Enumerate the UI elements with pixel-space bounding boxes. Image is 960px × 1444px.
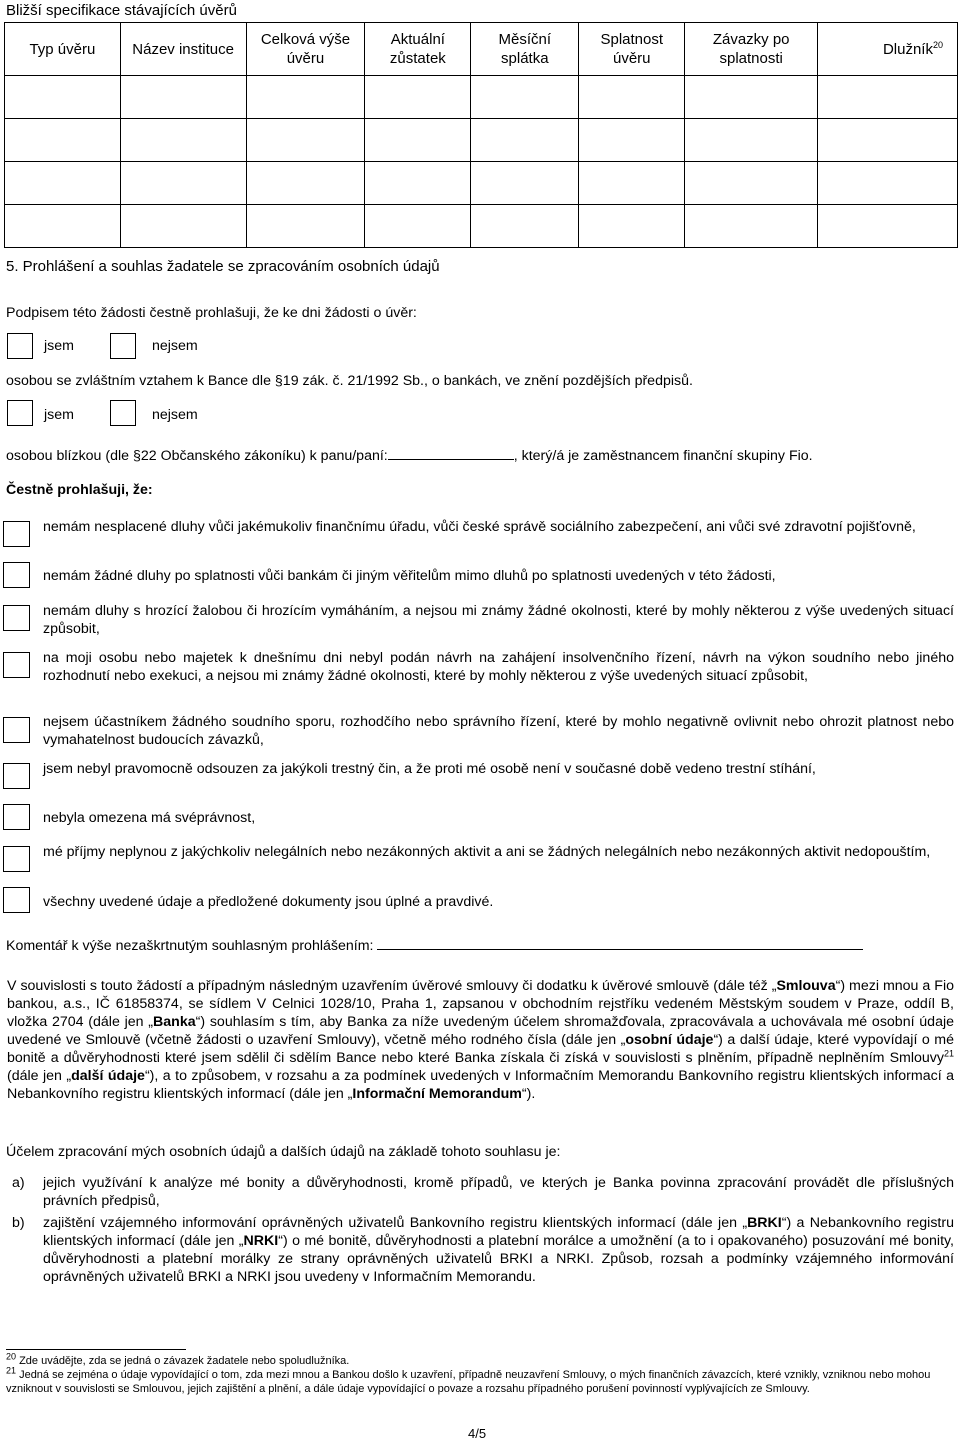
term-smlouva: Smlouva [776,978,836,994]
consent-text-5: (dále jen „ [7,1068,72,1084]
special-relation-jsem-label: jsem [44,338,74,354]
term-osobni-udaje: osobní údaje [625,1032,714,1048]
consent-text-7: “). [521,1086,536,1102]
close-person-jsem-label: jsem [44,407,74,423]
col-institution: Název instituce [120,23,246,76]
footnote-21-text: Jedná se zejména o údaje vypovídající o tom, zda mezi mnou a Bankou došlo k uzavření, případně neuzavření Smlouvy, o mých finančních závazcích, které vznikly, vzniknou nebo mohou vzniknout v souvislosti se Smlouvou, jejich zajištění a plnění, a dále údaje vypovídající o povaze a rozsahu případného porušení povinností vyplývajících ze Smlouvy. [6,1369,931,1395]
close-person-text [6,445,813,464]
item-b-text-3: “) o mé bonitě, důvěryhodnosti a platební morálce a umožnění (a to i opakovaného) posuzování mé bonity, důvěryhodnosti a platební morálky ze strany oprávněných uživatelů BRKI a NRKI. Způsob, rozsah a podmínky vzájemného informování oprávněných uživatelů BRKI a NRKI jsou uvedeny v Informačním Memorandu. [43,1233,954,1285]
term-nrki: NRKI [243,1233,279,1249]
section5-heading: 5. Prohlášení a souhlas žadatele se zpracováním osobních údajů [6,258,440,275]
footnote-21-number: 21 [6,1365,17,1376]
declaration-7: nebyla omezena má svéprávnost, [43,810,256,826]
close-person-text-b: , který/á je zaměstnancem finanční skupiny Fio. [513,448,813,464]
declaration-checkbox-3[interactable] [3,605,30,631]
footnote-20-number: 20 [6,1351,17,1362]
close-person-jsem-checkbox[interactable] [7,400,33,426]
col-debtor [818,23,958,76]
declaration-checkbox-5[interactable] [3,717,30,743]
section5-intro: Podpisem této žádosti čestně prohlašuji, že ke dni žádosti o úvěr: [6,305,417,321]
item-b-text-1: zajištění vzájemného informování oprávněných uživatelů Bankovního registru klientských informací (dále jen „ [43,1215,748,1231]
comment-label: Komentář k výše nezaškrtnutým souhlasným prohlášením: [6,938,374,954]
declaration-checkbox-2[interactable] [3,562,30,588]
declaration-1: nemám nesplacené dluhy vůči jakémukoliv finančnímu úřadu, vůči české správě sociálního zabezpečení, ani vůči své zdravotní pojišťovně, [43,519,916,535]
footnote-separator [6,1349,186,1350]
table-row [5,162,958,205]
declaration-checkbox-1[interactable] [3,521,30,547]
special-relation-nejsem-checkbox[interactable] [110,333,136,359]
footnote-20 [6,1351,954,1369]
col-monthly-payment: Měsíční splátka [471,23,579,76]
special-relation-nejsem-label: nejsem [152,338,198,354]
table-row [5,205,958,248]
existing-loans-table [4,22,958,248]
col-overdue: Závazky po splatnosti [685,23,818,76]
item-b-text [43,1214,954,1286]
item-b-text-2: “) a Nebankovního registru klientských informací (dále jen „ [43,1215,954,1249]
consent-text-2: “) mezi mnou a Fio bankou, a.s., IČ 61858374, se sídlem V Celnici 1028/10, Praha 1, zapsanou v obchodním rejstříku vedeném Městským soudem v Praze, oddíl B, vložka 2704 (dále jen „ [7,978,954,1030]
declaration-checkbox-9[interactable] [3,887,30,913]
term-brki: BRKI [747,1215,782,1231]
comment-row [6,935,863,954]
table-row [5,76,958,119]
declaration-9: všechny uvedené údaje a předložené dokumenty jsou úplné a pravdivé. [43,894,494,910]
consent-text-4: “) a další údaje, které vypovídají o mé bonitě a důvěryhodnosti které jsem sdělil či sdělím Bance nebo které Banka získala či získá v souvislosti s plněním, případně neplněním Smlouvy [7,1032,955,1066]
declaration-checkbox-8[interactable] [3,846,30,872]
term-banka: Banka [153,1014,196,1030]
item-a-text: jejich využívání k analýze mé bonity a důvěryhodnosti, kromě případů, ve kterých je Banka povinna zpracování provádět dle příslušných právních předpisů, [43,1175,954,1209]
table-header-row [5,23,958,76]
footnote-ref-21: 21 [943,1048,954,1059]
declaration-3: nemám dluhy s hrozící žalobou či hrozícím vymáháním, a nejsou mi známy žádné okolnosti, které by mohly některou z výše uvedených situací způsobit, [43,603,954,637]
loans-section-title: Bližší specifikace stávajících úvěrů [6,2,237,19]
close-person-text-a: osobou blízkou (dle §22 Občanského zákoníku) k panu/paní: [6,448,388,464]
declaration-4: na moji osobu nebo majetek k dnešnímu dni nebyl podán návrh na zahájení insolvenčního řízení, návrh na výkon soudního nebo jiného rozhodnutí nebo exekuci, a nejsou mi známy žádné okolnosti, které by mohly některou z výše uvedených situací způsobit, [43,650,954,684]
close-person-nejsem-label: nejsem [152,407,198,423]
purpose-intro: Účelem zpracování mých osobních údajů a dalších údajů na základě tohoto souhlasu je: [6,1144,561,1160]
col-loan-type: Typ úvěru [5,23,121,76]
footnote-21 [6,1365,954,1396]
table-row [5,119,958,162]
declaration-6: jsem nebyl pravomocně odsouzen za jakýkoli trestný čin, a že proti mé osobě není v současné době vedeno trestní stíhání, [43,761,816,777]
footnote-ref-20: 20 [932,39,943,50]
declaration-checkbox-6[interactable] [3,763,30,789]
col-maturity: Splatnost úvěru [579,23,685,76]
declare-heading: Čestně prohlašuji, že: [6,482,153,498]
term-dalsi-udaje: další údaje [71,1068,145,1084]
close-person-nejsem-checkbox[interactable] [110,400,136,426]
page-number: 4/5 [468,1426,487,1441]
close-person-name-field[interactable] [388,445,514,460]
footnote-20-text: Zde uvádějte, zda se jedná o závazek žadatele nebo spoludlužníka. [16,1355,350,1367]
declaration-checkbox-4[interactable] [3,652,30,678]
special-relation-text: osobou se zvláštním vztahem k Bance dle §19 zák. č. 21/1992 Sb., o bankách, ve znění pozdějších předpisů. [6,373,693,389]
debtor-label: Dlužník [882,40,933,58]
declaration-5: nejsem účastníkem žádného soudního sporu, rozhodčího nebo správního řízení, které by mohlo negativně ovlivnit nebo ohrozit platnost nebo vymahatelnost budoucích závazků, [43,714,954,748]
item-a-label: a) [12,1175,25,1191]
special-relation-jsem-checkbox[interactable] [7,333,33,359]
consent-paragraph [7,977,954,1103]
col-current-balance: Aktuální zůstatek [365,23,471,76]
item-b-label: b) [12,1215,25,1231]
declaration-2: nemám žádné dluhy po splatnosti vůči bankám či jiným věřitelům mimo dluhů po splatnosti uvedených v této žádosti, [43,568,776,584]
declaration-8: mé příjmy neplynou z jakýchkoliv nelegálních nebo nezákonných aktivit a ani se žádných nelegálních nebo nezákonných aktivit nedopouštím, [43,844,931,860]
declaration-checkbox-7[interactable] [3,804,30,830]
consent-text-6: “), a to způsobem, v rozsahu a za podmínek uvedených v Informačním Memorandu Bankovního registru klientských informací a Nebankovního registru klientských informací (dále jen „ [7,1068,954,1102]
comment-field[interactable] [377,935,863,950]
term-memorandum: Informační Memorandum [352,1086,522,1102]
consent-text-1: V souvislosti s touto žádostí a případným následným uzavřením úvěrové smlouvy či dodatku k úvěrové smlouvě (dále též „ [7,978,777,994]
col-total-amount: Celková výše úvěru [246,23,365,76]
consent-text-3: “) souhlasím s tím, aby Banka za níže uvedeným účelem shromažďovala, zpracovávala a uchovávala mé osobní údaje uvedené ve Smlouvě (včetně žádosti o uzavření Smlouvy), včetně mého rodného čísla (dále jen „ [7,1014,954,1048]
